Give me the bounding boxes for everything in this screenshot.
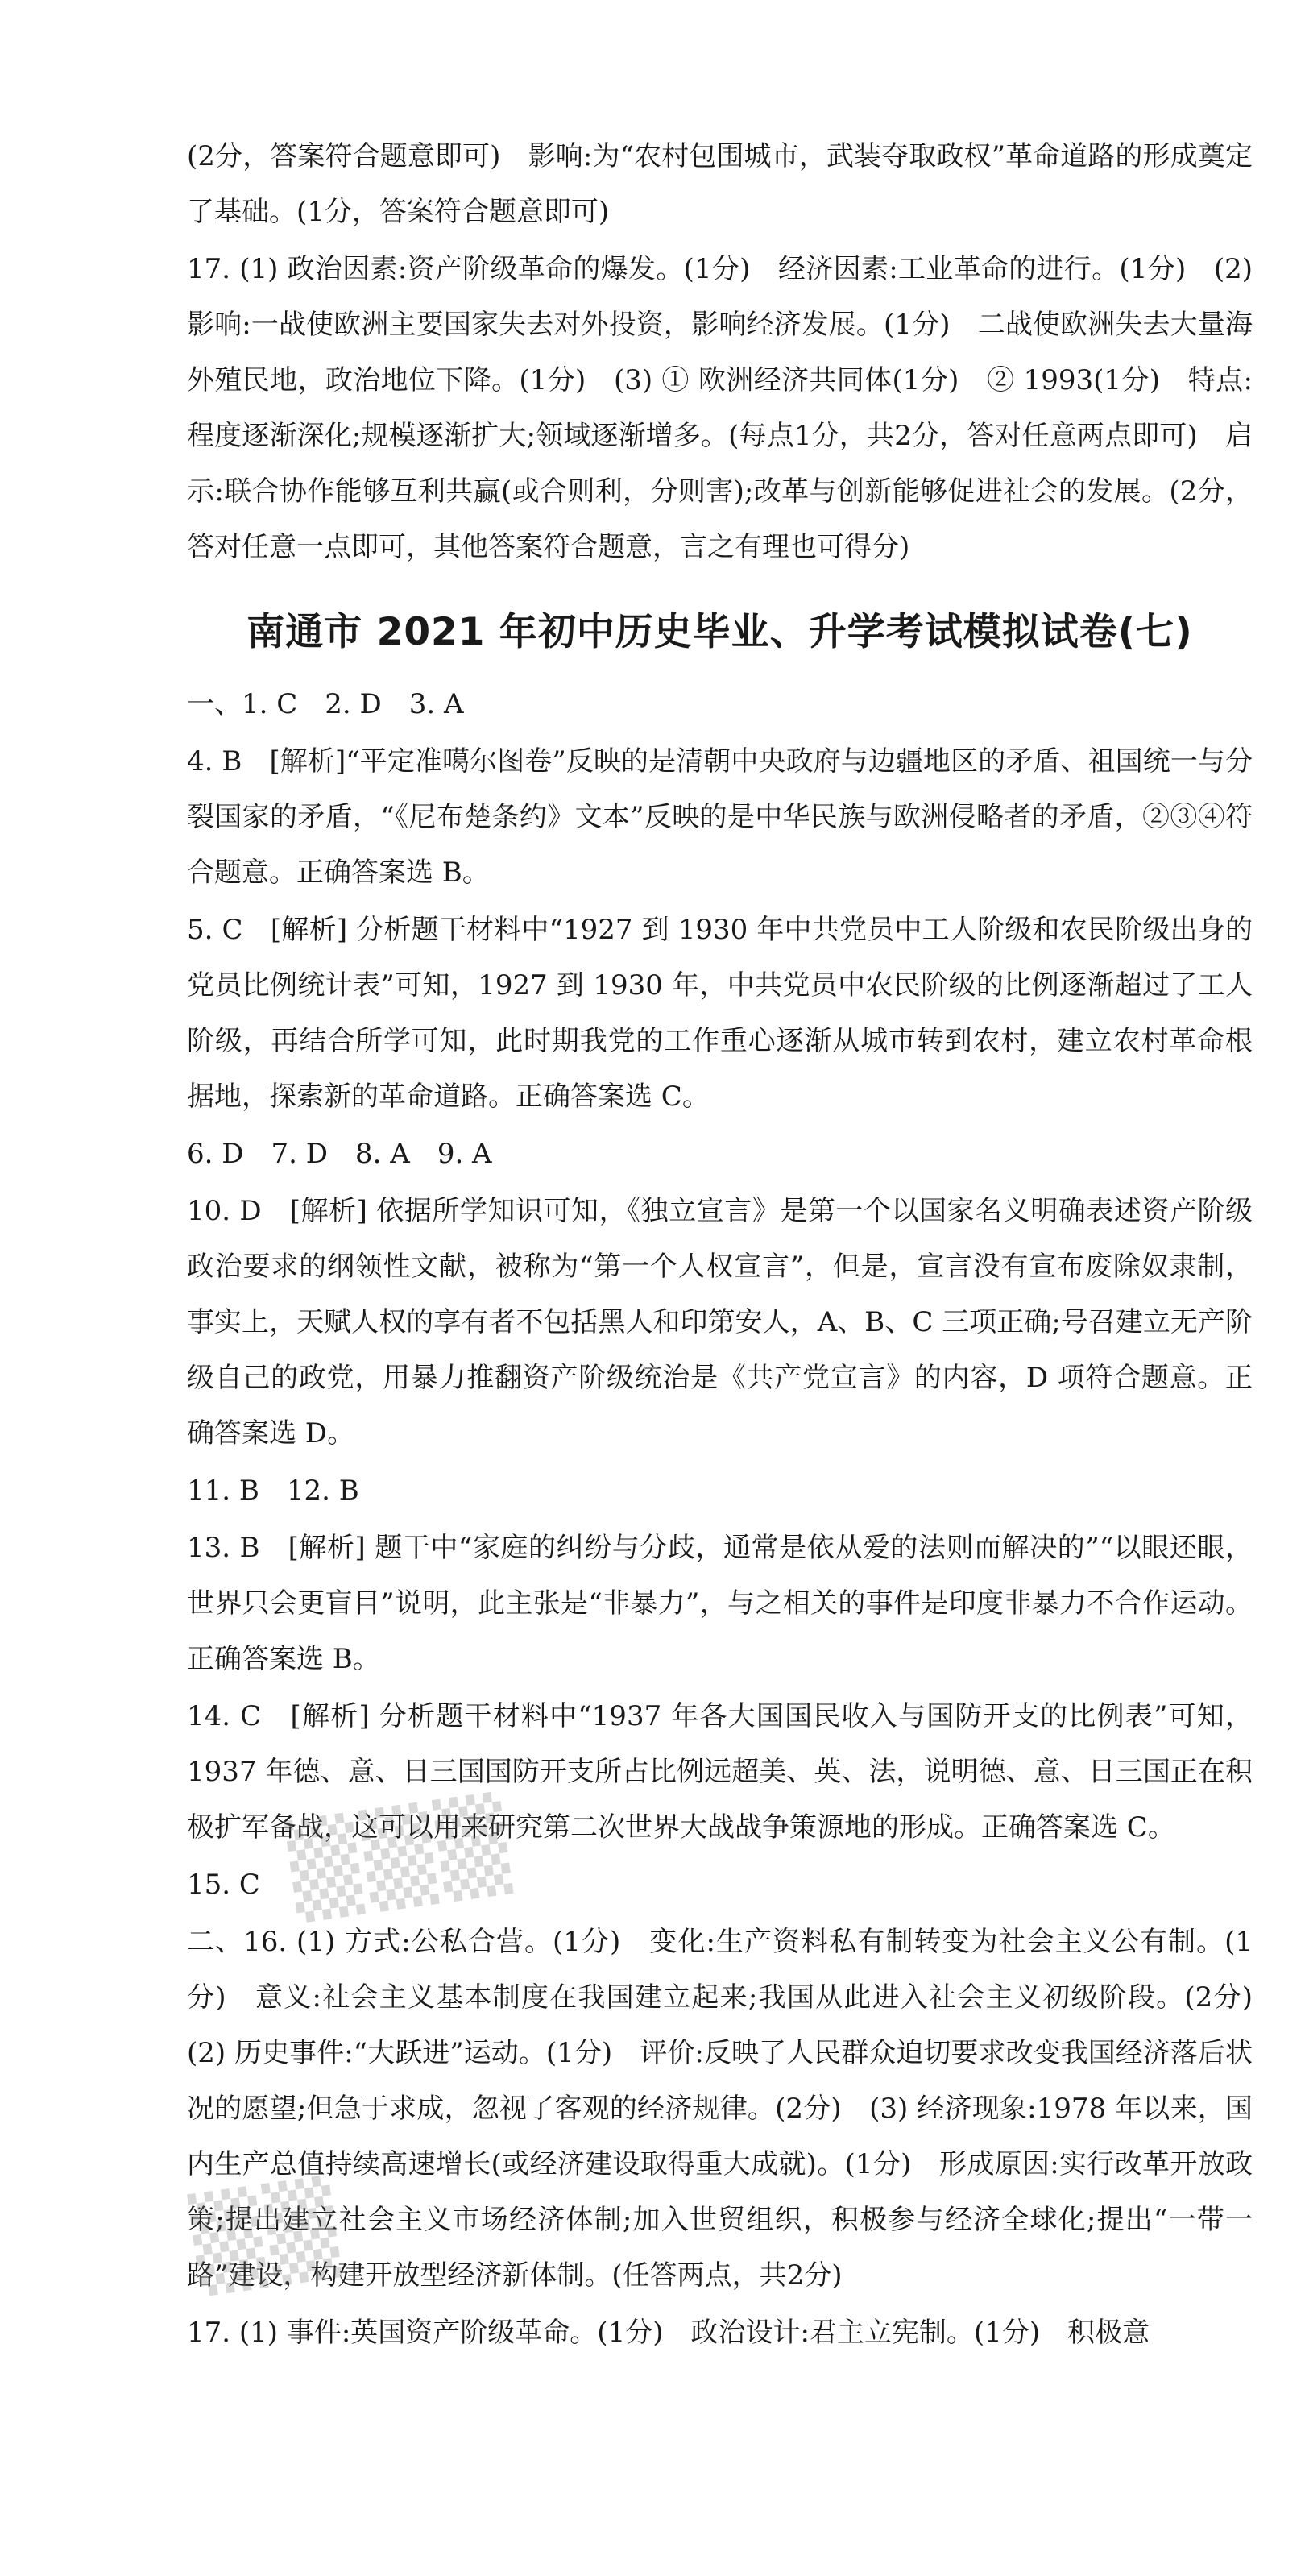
watermark-graphic: ▒▒▒ [284,1790,520,1923]
paragraph-top-1: (2分，答案符合题意即可) 影响:为“农村包围城市，武装夺取政权”革命道路的形成奠定了基础。(1分，答案符合题意即可) [187,140,1253,228]
answer-line: 6. D 7. D 8. A 9. A [187,1138,492,1170]
answer-item-16: 二、16. (1) 方式:公私合营。(1分) 变化:生产资料私有制转变为社会主义公有制。(1分) 意义:社会主义基本制度在我国建立起来;我国从此进入社会主义初级阶段。(2分) (2) 历史事件:“大跃进”运动。(1分) 评价:反映了人民群众迫切要求改变我国经济落后状况的愿望;但急于求成，忽视了客观的经济规律。(2分) (3) 经济现象:1978 年以来，国内生产总值持续高速增长(或经济建设取得重大成就)。(1分) 形成原因:实行改革开放政策;提出建立社会主义市场经济体制;加入世贸组织，积极参与经济全球化;提出“一带一路”建设，构建开放型经济新体制。(任答两点，共2分) [187,1926,1280,2292]
answer-line: 一、1. C 2. D 3. A [187,688,464,720]
answer-item-10: 10. D [解析] 依据所学知识可知，《独立宣言》是第一个以国家名义明确表述资产阶级政治要求的纲领性文献，被称为“第一个人权宣言”，但是，宣言没有宣布废除奴隶制，事实上，天赋人权的享有者不包括黑人和印第安人，A、B、C 三项正确;号召建立无产阶级自己的政党，用暴力推翻资产阶级统治是《共产党宣言》的内容，D 项符合题意。正确答案选 D。 [187,1195,1253,1450]
page-title: 南通市 2021 年初中历史毕业、升学考试模拟试卷(七) [246,610,1193,654]
answer-item-14: 14. C [解析] 分析题干材料中“1937 年各大国国民收入与国防开支的比例表”可知，1937 年德、意、日三国国防开支所占比例远超美、英、法，说明德、意、日三国正在积极扩军备战，这可以用来研究第二次世界大战战争策源地的形成。正确答案选 C。 [187,1700,1253,1844]
answer-item-4: 4. B [解析]“平定准噶尔图卷”反映的是清朝中央政府与边疆地区的矛盾、祖国统一与分裂国家的矛盾，“《尼布楚条约》文本”反映的是中华民族与欧洲侵略者的矛盾，②③④符合题意。正确答案选 B。 [187,745,1253,889]
paragraph-top-2: 17. (1) 政治因素:资产阶级革命的爆发。(1分) 经济因素:工业革命的进行。(1分) (2) 影响:一战使欧洲主要国家失去对外投资，影响经济发展。(1分) 二战使欧洲失去大量海外殖民地，政治地位下降。(1分) (3) ① 欧洲经济共同体(1分) ② 1993(1分) 特点:程度逐渐深化;规模逐渐扩大;领域逐渐增多。(每点1分，共2分，答对任意两点即可) 启示:联合协作能够互利共赢(或合则利，分则害);改革与创新能够促进社会的发展。(2分，答对任意一点即可，其他答案符合题意，言之有理也可得分) [187,253,1253,563]
answer-item-13: 13. B [解析] 题干中“家庭的纠纷与分歧，通常是依从爱的法则而解决的”“以眼还眼，世界只会更盲目”说明，此主张是“非暴力”，与之相关的事件是印度非暴力不合作运动。正确答案选 B。 [187,1532,1253,1675]
answer-line: 15. C [187,1869,260,1901]
watermark-graphic: ▒▒ [186,2173,350,2297]
answer-line: 11. B 12. B [187,1475,359,1507]
answer-item-5: 5. C [解析] 分析题干材料中“1927 到 1930 年中共党员中工人阶级和农民阶级出身的党员比例统计表”可知，1927 到 1930 年，中共党员中农民阶级的比例逐渐超过了工人阶级，再结合所学可知，此时期我党的工作重心逐渐从城市转到农村，建立农村革命根据地，探索新的革命道路。正确答案选 C。 [187,914,1253,1113]
answer-item-17: 17. (1) 事件:英国资产阶级革命。(1分) 政治设计:君主立宪制。(1分) 积极意 [187,2317,1150,2349]
